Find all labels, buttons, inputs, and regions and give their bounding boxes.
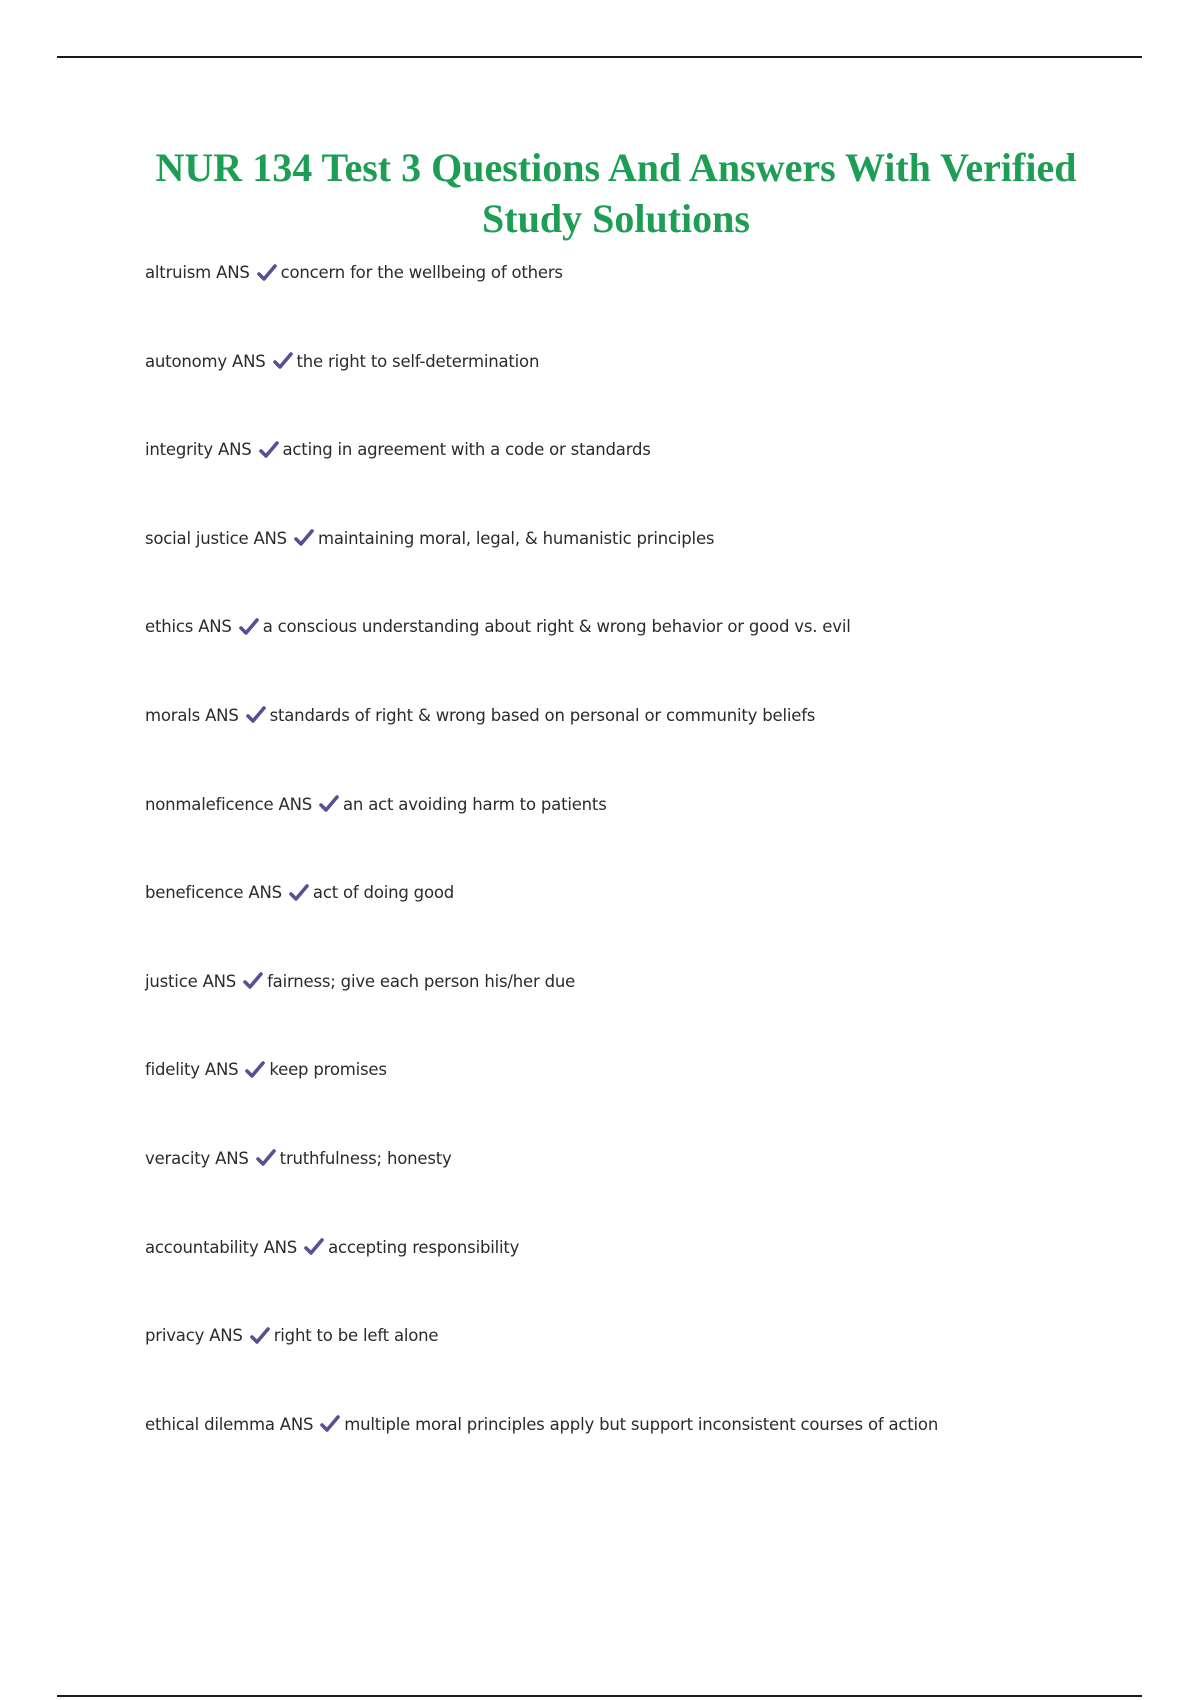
list-item (145, 1414, 938, 1503)
list-item (145, 262, 938, 351)
qa-list (145, 262, 938, 1502)
ans-marker: ANS (263, 1237, 298, 1257)
title-line-1: NUR 134 Test 3 Questions And Answers With Verified (155, 145, 1077, 190)
definition: an act avoiding harm to patients (343, 794, 607, 814)
ans-marker: ANS (209, 1326, 243, 1346)
definition: maintaining moral, legal, & humanistic principles (317, 528, 715, 548)
checkmark-icon (289, 884, 309, 902)
checkmark-icon (243, 972, 263, 990)
ans-marker: ANS (231, 351, 266, 371)
bottom-divider (57, 1695, 1142, 1697)
definition: multiple moral principles apply but support inconsistent courses of action (344, 1414, 939, 1434)
term: fidelity (145, 1060, 200, 1080)
list-item (145, 351, 938, 440)
title-line-2: Study Solutions (482, 196, 750, 241)
definition: acting in agreement with a code or standards (282, 440, 651, 460)
list-item (145, 1325, 938, 1414)
ans-marker: ANS (248, 883, 282, 903)
definition: truthfulness; honesty (279, 1148, 452, 1168)
definition: the right to self-determination (296, 351, 540, 371)
checkmark-icon (239, 618, 259, 636)
ans-marker: ANS (278, 794, 312, 814)
list-item (145, 971, 938, 1060)
ans-marker: ANS (198, 617, 232, 637)
list-item (145, 1237, 938, 1326)
ans-marker: ANS (215, 1148, 249, 1168)
term: altruism (145, 263, 212, 282)
definition: right to be left alone (273, 1326, 439, 1346)
list-item (145, 882, 938, 971)
list-item (145, 616, 938, 705)
checkmark-icon (273, 352, 293, 370)
term: morals (145, 705, 201, 725)
ans-marker: ANS (202, 971, 237, 991)
list-item (145, 1148, 938, 1237)
term: autonomy (145, 351, 227, 371)
ans-marker: ANS (205, 705, 239, 725)
ans-marker: ANS (218, 440, 252, 460)
term: beneficence (145, 883, 244, 903)
term: veracity (145, 1148, 211, 1168)
term: privacy (145, 1326, 205, 1346)
list-item (145, 439, 938, 528)
checkmark-icon (319, 795, 339, 813)
ans-marker: ANS (253, 528, 287, 548)
term: nonmaleficence (145, 794, 274, 814)
document-title (100, 142, 1132, 244)
term: ethics (145, 617, 194, 637)
term: justice (145, 971, 198, 991)
definition: standards of right & wrong based on personal or community beliefs (269, 705, 816, 725)
top-divider (57, 56, 1142, 58)
ans-marker: ANS (204, 1060, 239, 1080)
checkmark-icon (246, 706, 266, 724)
definition: a conscious understanding about right & wrong behavior or good vs. evil (262, 617, 851, 637)
checkmark-icon (304, 1238, 324, 1256)
checkmark-icon (256, 1149, 276, 1167)
definition: concern for the wellbeing of others (280, 263, 563, 282)
checkmark-icon (320, 1415, 340, 1433)
checkmark-icon (245, 1061, 265, 1079)
list-item (145, 528, 938, 617)
ans-marker: ANS (216, 263, 250, 282)
definition: keep promises (269, 1060, 387, 1080)
definition: act of doing good (312, 883, 455, 903)
term: social justice (145, 528, 249, 548)
checkmark-icon (294, 529, 314, 547)
list-item (145, 705, 938, 794)
list-item (145, 1059, 938, 1148)
term: ethical dilemma (145, 1414, 275, 1434)
term: integrity (145, 440, 213, 460)
list-item (145, 794, 938, 883)
checkmark-icon (250, 1327, 270, 1345)
definition: fairness; give each person his/her due (267, 971, 576, 991)
checkmark-icon (259, 441, 279, 459)
term: accountability (145, 1237, 259, 1257)
definition: accepting responsibility (328, 1237, 520, 1257)
ans-marker: ANS (279, 1414, 314, 1434)
checkmark-icon (257, 264, 277, 282)
